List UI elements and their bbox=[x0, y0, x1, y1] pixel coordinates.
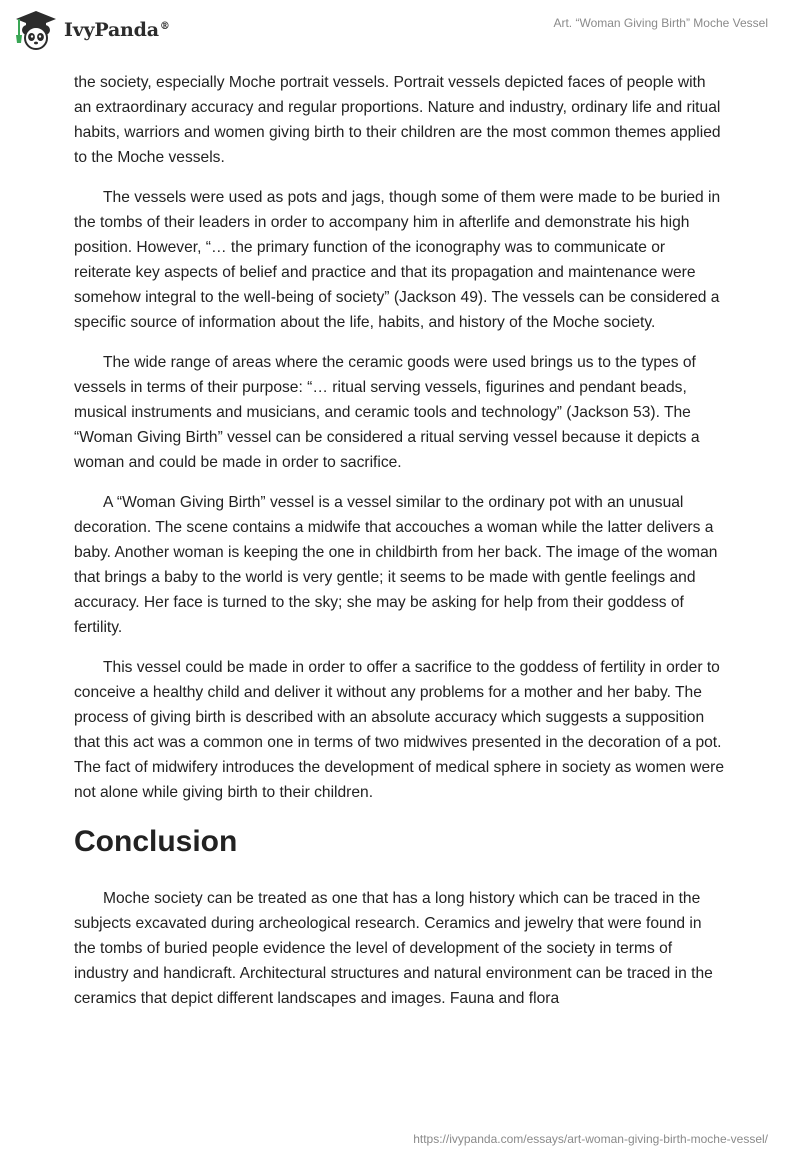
panda-graduation-cap-logo-icon bbox=[14, 9, 58, 51]
article-body bbox=[74, 70, 726, 1026]
brand-logo[interactable] bbox=[14, 9, 170, 51]
brand-name: IvyPanda® bbox=[64, 19, 170, 41]
paragraph: The vessels were used as pots and jags, though some of them were made to be buried in the tombs of their leaders in order to accompany him in afterlife and demonstrate his high position. However, “… the primary function of the iconography was to communicate or reiterate key aspects of belief and practice and that its propagation and maintenance were somehow integral to the well-being of society” (Jackson 49). The vessels can be considered a specific source of information about the life, habits, and history of the Moche society. bbox=[74, 189, 721, 331]
conclusion-paragraph: Moche society can be treated as one that has a long history which can be traced in the subjects excavated during archeological research. Ceramics and jewelry that were found in the tombs of buried people evidence the level of development of the society in terms of industry and handicraft. Architectural structures and natural environment can be traced in the ceramics that depict different landscapes and images. Fauna and flora bbox=[74, 890, 713, 1007]
conclusion-heading: Conclusion bbox=[74, 825, 238, 858]
paragraph: The wide range of areas where the ceramic goods were used brings us to the types of vessels in terms of their purpose: “… ritual serving vessels, figurines and pendant beads, musical instruments and musicians, and ceramic tools and technology” (Jackson 53). The “Woman Giving Birth” vessel can be considered a ritual serving vessel because it depicts a woman and could be made in order to sacrifice. bbox=[74, 354, 700, 471]
registered-mark: ® bbox=[159, 20, 170, 32]
paragraph: This vessel could be made in order to offer a sacrifice to the goddess of fertility in order to conceive a healthy child and deliver it without any problems for a mother and her baby. The process of giving birth is described with an absolute accuracy which suggests a supposition that this act was a common one in terms of two midwives presented in the decoration of a pot. The fact of midwifery introduces the development of medical sphere in society as women were not alone while giving birth to their children. bbox=[74, 659, 725, 801]
source-url[interactable]: https://ivypanda.com/essays/art-woman-giving-birth-moche-vessel/ bbox=[413, 1132, 768, 1146]
paragraph: A “Woman Giving Birth” vessel is a vessel similar to the ordinary pot with an unusual decoration. The scene contains a midwife that accouches a woman while the latter delivers a baby. Another woman is keeping the one in childbirth from her back. The image of the woman that brings a baby to the world is very gentle; it seems to be made with gentle feelings and accuracy. Her face is turned to the sky; she may be asking for help from their goddess of fertility. bbox=[74, 494, 718, 636]
page-header bbox=[0, 0, 800, 60]
paragraph-continued: the society, especially Moche portrait vessels. Portrait vessels depicted faces of people with an extraordinary accuracy and regular proportions. Nature and industry, ordinary life and ritual habits, warriors and women giving birth to their children are the most common themes applied to the Moche vessels. bbox=[74, 74, 721, 166]
document-title: Art. “Woman Giving Birth” Moche Vessel bbox=[553, 16, 768, 30]
